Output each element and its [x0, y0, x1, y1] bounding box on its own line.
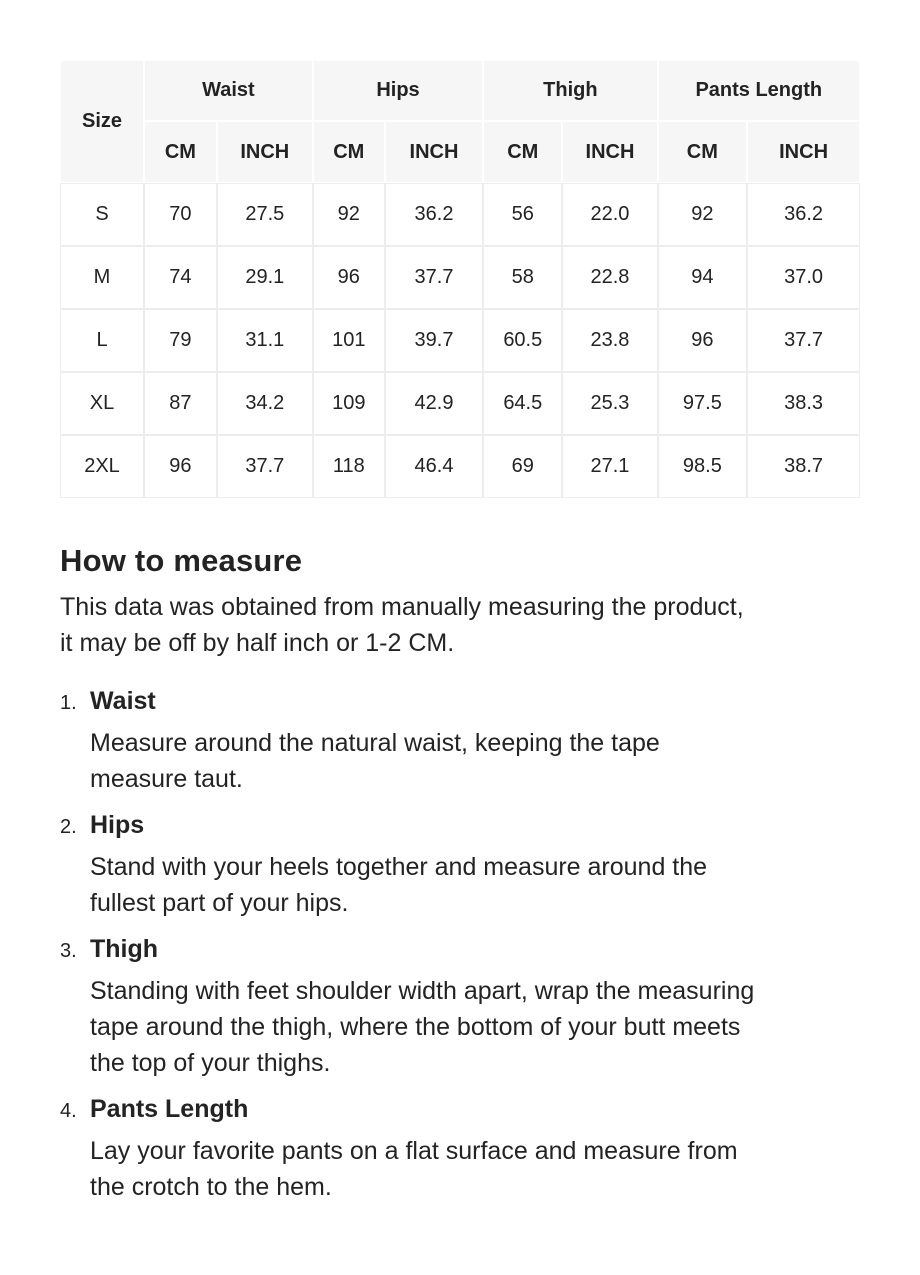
unit-header-waist-inch: INCH: [217, 121, 313, 183]
unit-header-thigh-cm: CM: [483, 121, 562, 183]
measure-steps-list: [60, 685, 860, 1205]
step-description-line: measure taut.: [90, 765, 243, 793]
value-cell: 42.9: [385, 372, 483, 435]
value-cell: 31.1: [217, 309, 313, 372]
value-cell: 39.7: [385, 309, 483, 372]
value-cell: 79: [144, 309, 217, 372]
value-cell: 36.2: [385, 183, 483, 246]
size-cell: XL: [60, 372, 144, 435]
value-cell: 101: [313, 309, 385, 372]
value-cell: 46.4: [385, 435, 483, 498]
step-title: Thigh: [90, 935, 159, 963]
step-description: [90, 1133, 860, 1205]
step-body: [90, 1093, 860, 1205]
step-description-line: the crotch to the hem.: [90, 1173, 332, 1201]
unit-header-hips-inch: INCH: [385, 121, 483, 183]
step-number: 1.: [60, 692, 77, 714]
value-cell: 34.2: [217, 372, 313, 435]
step-description-line: the top of your thighs.: [90, 1049, 331, 1077]
value-cell: 92: [313, 183, 385, 246]
value-cell: 37.7: [747, 309, 860, 372]
step-number: 2.: [60, 816, 77, 838]
table-row-s: [60, 183, 860, 246]
measure-step-thigh: [60, 933, 860, 1081]
col-group-pants-length: Pants Length: [658, 60, 860, 121]
unit-header-pants-cm: CM: [658, 121, 748, 183]
unit-header-hips-cm: CM: [313, 121, 385, 183]
measure-step-waist: [60, 685, 860, 797]
size-cell: M: [60, 246, 144, 309]
step-body: [90, 809, 860, 921]
value-cell: 29.1: [217, 246, 313, 309]
value-cell: 25.3: [562, 372, 657, 435]
table-row-l: [60, 309, 860, 372]
value-cell: 37.7: [385, 246, 483, 309]
size-chart-table: [60, 60, 860, 498]
step-title: Pants Length: [90, 1095, 249, 1123]
step-description-line: Lay your favorite pants on a flat surface and measure from: [90, 1137, 738, 1165]
size-cell: 2XL: [60, 435, 144, 498]
step-description-line: Measure around the natural waist, keeping the tape: [90, 729, 660, 757]
value-cell: 97.5: [658, 372, 748, 435]
value-cell: 64.5: [483, 372, 562, 435]
table-row-m: [60, 246, 860, 309]
value-cell: 118: [313, 435, 385, 498]
step-body: [90, 685, 860, 797]
value-cell: 36.2: [747, 183, 860, 246]
value-cell: 60.5: [483, 309, 562, 372]
measure-step-hips: [60, 809, 860, 921]
value-cell: 37.7: [217, 435, 313, 498]
value-cell: 38.3: [747, 372, 860, 435]
col-header-size: Size: [60, 60, 144, 183]
table-row-xl: [60, 372, 860, 435]
unit-header-thigh-inch: INCH: [562, 121, 657, 183]
step-description-line: tape around the thigh, where the bottom of your butt meets: [90, 1013, 741, 1041]
value-cell: 69: [483, 435, 562, 498]
value-cell: 56: [483, 183, 562, 246]
value-cell: 92: [658, 183, 748, 246]
step-description: [90, 725, 860, 797]
value-cell: 96: [658, 309, 748, 372]
value-cell: 38.7: [747, 435, 860, 498]
value-cell: 27.1: [562, 435, 657, 498]
unit-header-waist-cm: CM: [144, 121, 217, 183]
value-cell: 96: [144, 435, 217, 498]
group-header-row: [60, 60, 860, 121]
measure-step-pants-length: [60, 1093, 860, 1205]
value-cell: 94: [658, 246, 748, 309]
size-cell: L: [60, 309, 144, 372]
value-cell: 74: [144, 246, 217, 309]
step-number: 4.: [60, 1100, 77, 1122]
table-row-2xl: [60, 435, 860, 498]
size-cell: S: [60, 183, 144, 246]
step-title: Hips: [90, 811, 145, 839]
step-description-line: fullest part of your hips.: [90, 889, 349, 917]
value-cell: 109: [313, 372, 385, 435]
unit-header-pants-inch: INCH: [747, 121, 860, 183]
value-cell: 22.8: [562, 246, 657, 309]
step-description: [90, 973, 860, 1081]
unit-header-row: [60, 121, 860, 183]
col-group-waist: Waist: [144, 60, 313, 121]
how-to-measure-heading: How to measure: [60, 543, 303, 578]
step-number: 3.: [60, 940, 77, 962]
value-cell: 22.0: [562, 183, 657, 246]
col-group-thigh: Thigh: [483, 60, 657, 121]
value-cell: 98.5: [658, 435, 748, 498]
value-cell: 96: [313, 246, 385, 309]
intro-line: This data was obtained from manually measuring the product,: [60, 593, 744, 621]
value-cell: 87: [144, 372, 217, 435]
step-description-line: Standing with feet shoulder width apart, wrap the measuring: [90, 977, 755, 1005]
step-description: [90, 849, 860, 921]
value-cell: 70: [144, 183, 217, 246]
intro-line: it may be off by half inch or 1-2 CM.: [60, 629, 455, 657]
value-cell: 37.0: [747, 246, 860, 309]
step-description-line: Stand with your heels together and measure around the: [90, 853, 708, 881]
col-group-hips: Hips: [313, 60, 483, 121]
value-cell: 58: [483, 246, 562, 309]
value-cell: 23.8: [562, 309, 657, 372]
value-cell: 27.5: [217, 183, 313, 246]
measure-intro: [60, 589, 860, 661]
step-body: [90, 933, 860, 1081]
step-title: Waist: [90, 687, 156, 715]
